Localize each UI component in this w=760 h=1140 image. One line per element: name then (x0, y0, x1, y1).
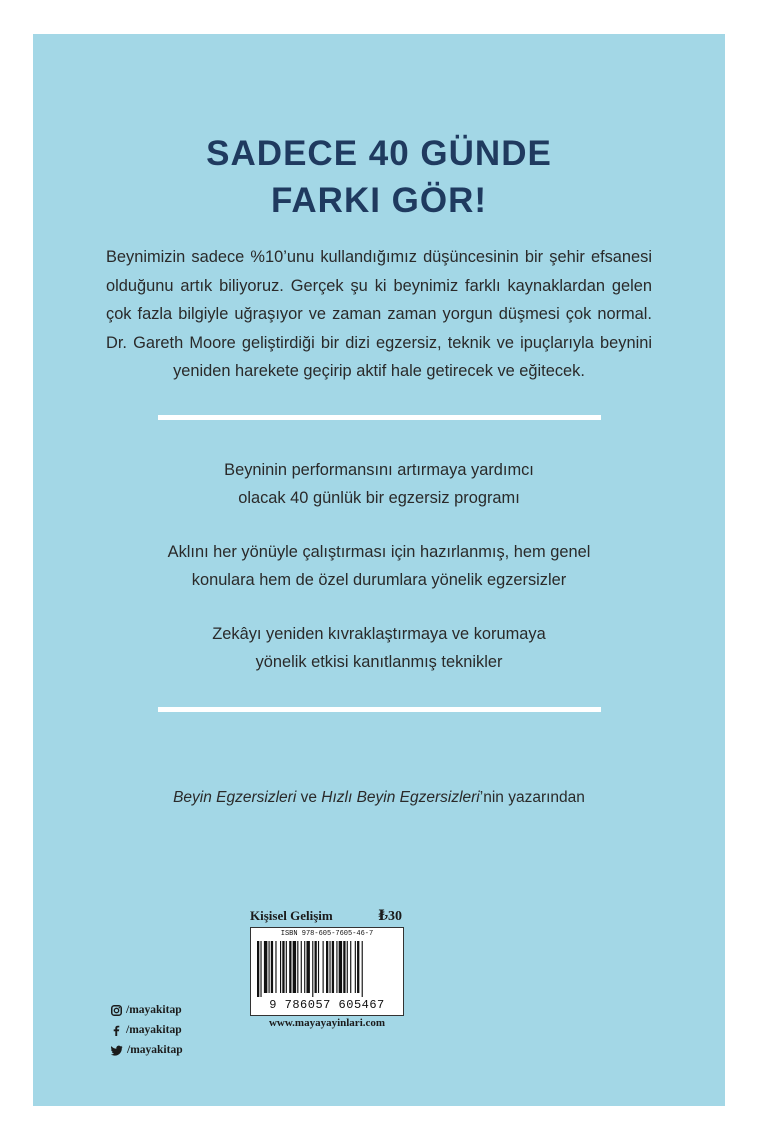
barcode-bar (275, 941, 276, 993)
barcode-bar (282, 941, 284, 993)
social-facebook (111, 1024, 182, 1036)
author-connector: ve (296, 789, 322, 806)
barcode-bar (347, 941, 348, 993)
barcode-bar (304, 941, 305, 993)
barcode-bar (301, 941, 302, 993)
feature-3-line-1: Zekâyı yeniden kıvraklaştırmaya ve korumaya (212, 625, 546, 643)
barcode-bar (257, 941, 259, 997)
barcode-bar (271, 941, 273, 993)
barcode-bar (312, 941, 313, 997)
author-suffix: ’nin yazarından (479, 789, 585, 806)
divider-top (158, 415, 601, 420)
barcode-bar (260, 941, 261, 997)
barcode-bar (289, 941, 291, 993)
barcode-bar (339, 941, 342, 993)
feature-3-line-2: yönelik etkisi kanıtlanmış teknikler (255, 653, 503, 671)
barcode-bar (332, 941, 334, 993)
isbn-text: ISBN 978-605-7605-46-7 (280, 930, 374, 938)
barcode-bar (355, 941, 356, 993)
instagram-handle: /mayakitap (126, 1004, 182, 1016)
facebook-handle: /mayakitap (126, 1024, 182, 1036)
barcode-bar (326, 941, 328, 993)
barcode-bar (280, 941, 281, 993)
book-title-2: Hızlı Beyin Egzersizleri (321, 789, 480, 806)
barcode-digits: 9 786057 605467 (269, 998, 385, 1012)
barcode-bar (362, 941, 363, 997)
facebook-icon (111, 1025, 122, 1036)
barcode-bar (306, 941, 309, 993)
barcode-bar (286, 941, 287, 993)
barcode-bar (323, 941, 324, 993)
social-instagram (111, 1004, 182, 1016)
barcode-bar (297, 941, 298, 993)
social-twitter (111, 1044, 183, 1056)
author-credit (33, 789, 725, 807)
category-price-line (250, 908, 402, 925)
barcode-bar (329, 941, 330, 993)
barcode-bar (343, 941, 345, 993)
headline-line-2: FARKI GÖR! (270, 181, 488, 220)
instagram-icon (111, 1005, 122, 1016)
divider-bottom (158, 707, 601, 712)
barcode-bar (269, 941, 270, 993)
category-label: Kişisel Gelişim (250, 908, 333, 923)
price-label: ₺30 (378, 909, 402, 924)
headline-line-1: SADECE 40 GÜNDE (206, 134, 552, 173)
feature-1-line-2: olacak 40 günlük bir egzersiz programı (238, 489, 520, 507)
feature-2-line-1: Aklını her yönüyle çalıştırması için hazırlanmış, hem genel (167, 543, 591, 561)
barcode-bar (264, 941, 267, 993)
barcode-bar (315, 941, 317, 993)
feature-1-line-1: Beyninin performansını artırmaya yardımcı (224, 461, 534, 479)
publisher-website: www.mayayayinlari.com (268, 1017, 386, 1029)
feature-2-line-2: konulara hem de özel durumlara yönelik egzersizler (191, 571, 567, 589)
barcode-box (250, 927, 404, 1016)
intro-paragraph: Beynimizin sadece %10’unu kullandığımız düşüncesinin bir şehir efsanesi olduğunu artık biliyoruz. Gerçek şu ki beynimiz farklı kaynaklardan gelen çok fazla bilgiyle uğraşıyor ve zaman zaman yorgun düşmesi çok normal. Dr. Gareth Moore geliştirdiği bir dizi egzersiz, teknik ve ipuçlarıyla beynini yeniden harekete geçirip aktif hale getirecek ve eğitecek. (106, 248, 652, 380)
barcode-bar (350, 941, 351, 993)
twitter-handle: /mayakitap (127, 1044, 183, 1056)
twitter-icon (111, 1045, 123, 1056)
barcode-icon (255, 941, 399, 997)
barcode-bar (357, 941, 359, 993)
barcode-bar (318, 941, 319, 993)
barcode-bar (336, 941, 337, 993)
barcode-bar (293, 941, 296, 993)
book-title-1: Beyin Egzersizleri (173, 789, 297, 806)
